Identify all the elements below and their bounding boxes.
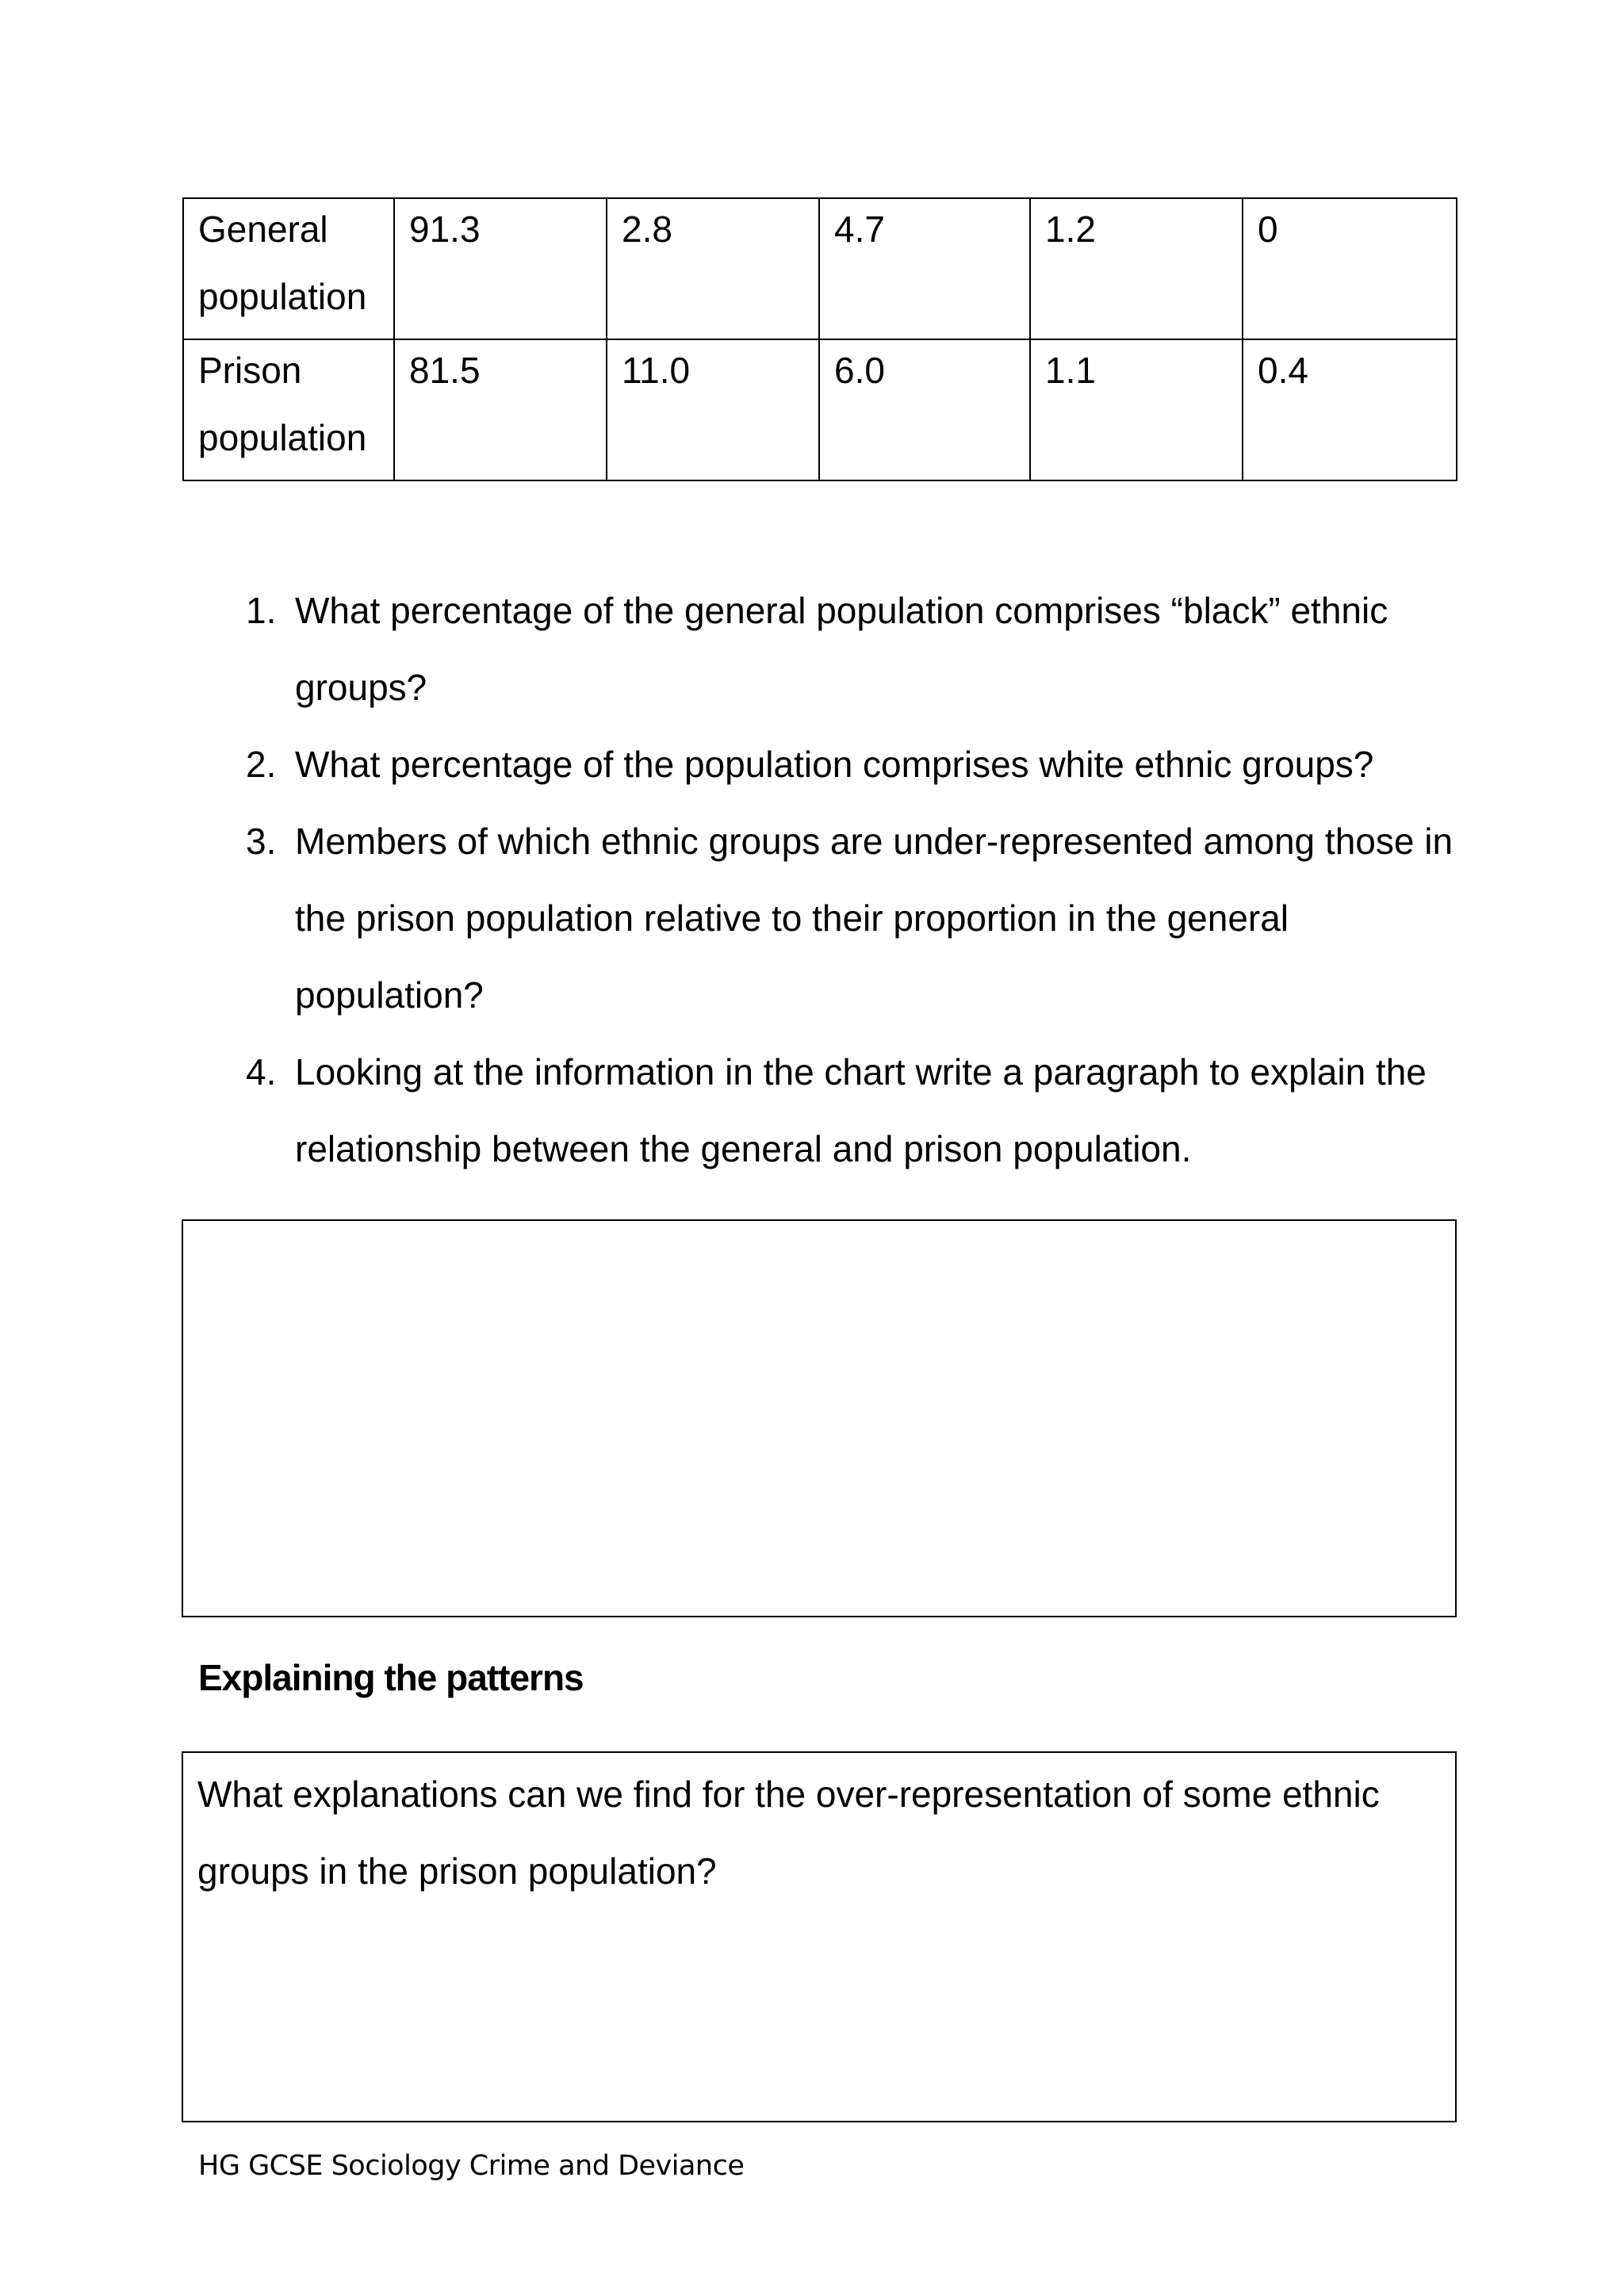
question-text: What percentage of the population comprises white ethnic groups? (295, 744, 1374, 785)
list-item (238, 803, 1475, 1034)
question-number: 3. (246, 821, 277, 862)
section-heading: Explaining the patterns (198, 1657, 584, 1698)
question-list (238, 572, 1475, 1188)
row-label-cell: Prison population (183, 339, 394, 480)
row-label-cell: General population (183, 198, 394, 339)
table-row (183, 198, 1457, 339)
table-cell: 0.4 (1243, 339, 1457, 480)
explanation-box[interactable] (182, 1751, 1457, 2122)
page-footer: HG GCSE Sociology Crime and Deviance (198, 2150, 745, 2182)
explanation-prompt: What explanations can we find for the over-representation of some ethnic groups in the prison population? (197, 1774, 1380, 1892)
question-text: What percentage of the general population comprises “black” ethnic groups? (295, 590, 1388, 708)
table-cell: 0 (1243, 198, 1457, 339)
table-cell: 1.2 (1030, 198, 1243, 339)
question-text: Looking at the information in the chart write a paragraph to explain the relationship between the general and prison population. (295, 1051, 1427, 1169)
list-item (238, 1034, 1475, 1188)
question-number: 1. (246, 590, 277, 631)
table-cell: 6.0 (819, 339, 1030, 480)
list-item (238, 572, 1475, 726)
question-number: 2. (246, 744, 277, 785)
table-row (183, 339, 1457, 480)
table-cell: 2.8 (607, 198, 819, 339)
list-item (238, 726, 1475, 803)
table-cell: 1.1 (1030, 339, 1243, 480)
question-number: 4. (246, 1051, 277, 1093)
table-cell: 11.0 (607, 339, 819, 480)
ethnicity-population-table (182, 197, 1457, 481)
answer-box[interactable] (182, 1219, 1457, 1617)
table-cell: 4.7 (819, 198, 1030, 339)
table-cell: 91.3 (394, 198, 607, 339)
table-cell: 81.5 (394, 339, 607, 480)
question-text: Members of which ethnic groups are under-represented among those in the prison population relative to their proportion in the general population? (295, 821, 1454, 1016)
